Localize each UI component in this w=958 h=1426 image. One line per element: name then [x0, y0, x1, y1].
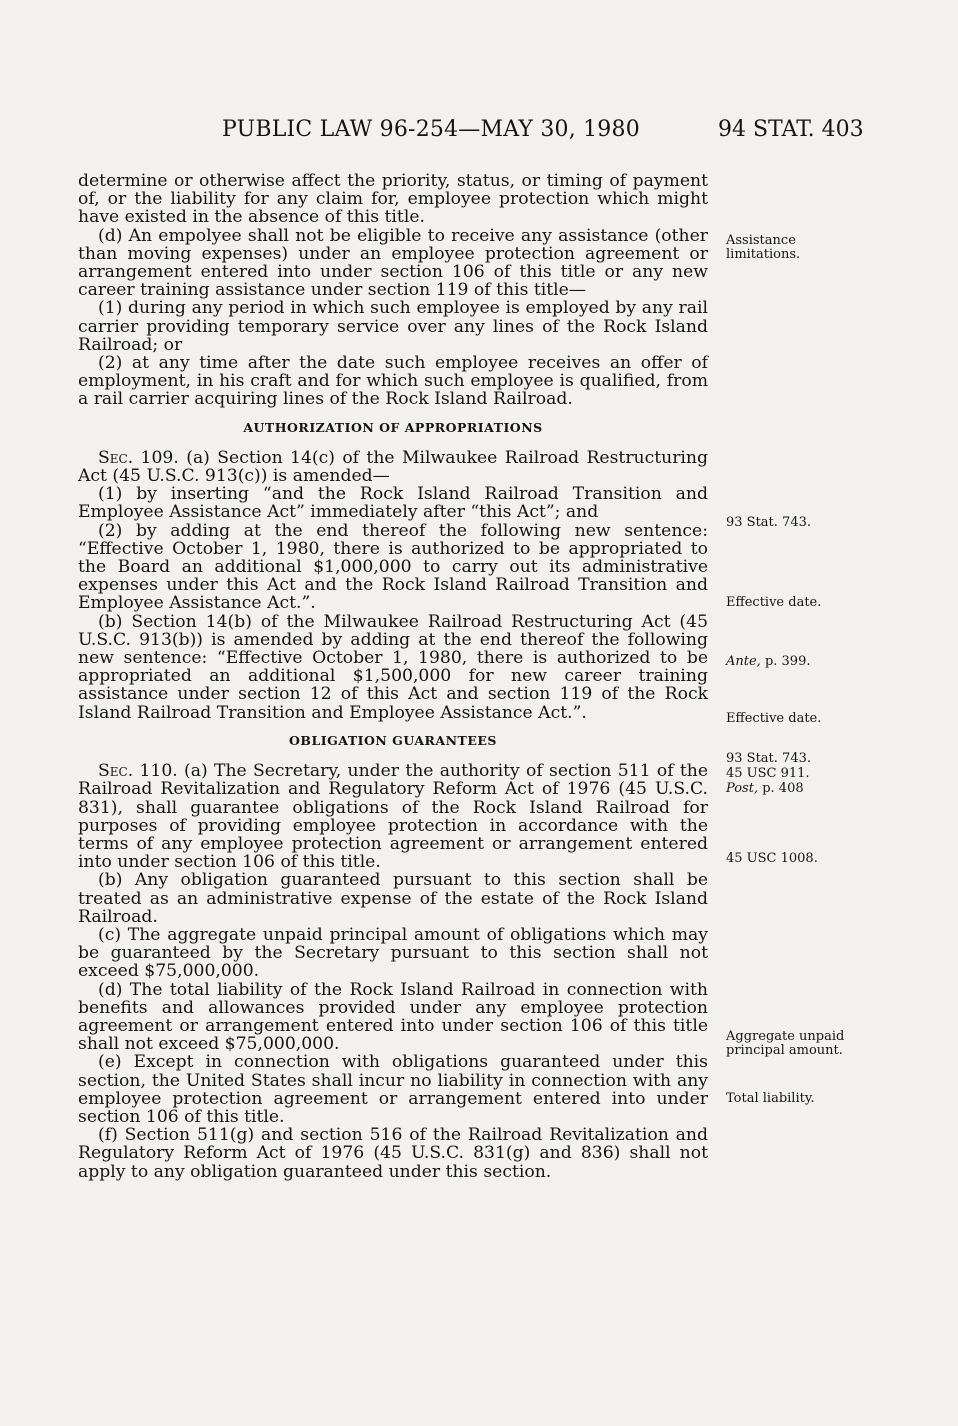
sec110-a: [78, 762, 708, 871]
margin-note-post-label: Post,: [726, 781, 759, 796]
sec110-c: (c) The aggregate unpaid principal amount of obligations which may be guaranteed by the Secretary pursuant to this section shall not exceed $75,000,000.: [78, 924, 708, 982]
sec110-f: (f) Section 511(g) and section 516 of the Railroad Revitalization and Regulatory Reform Act of 1976 (45 U.S.C. 831(g) and 836) shall not apply to any obligation guaranteed under this section.: [78, 1125, 708, 1182]
sec109-label: Sec. 109.: [98, 447, 179, 468]
sec109-a-2: (2) by adding at the end thereof the following new sentence: “Effective October 1, 1980, there is authorized to be appropriated to the Board an additional $1,000,000 to carry out its administrative expenses under this Act and the Rock Island Railroad Transition and Employee Assistance Act.”.: [78, 520, 708, 614]
sec110-b: (b) Any obligation guaranteed pursuant to this section shall be treated as an administrative expense of the estate of the Rock Island Railroad.: [78, 870, 708, 927]
margin-note-assistance: Assistance limitations.: [726, 233, 801, 262]
body-text: [78, 172, 708, 1181]
margin-note-effective-date-2: Effective date.: [726, 711, 822, 726]
paragraph-d-2: (2) at any time after the date such employee receives an offer of employment, in his craft and for which such employee is qualified, from a rail carrier acquiring lines of the Rock Island Railroad.: [78, 353, 708, 410]
paragraph-d-1: (1) during any period in which such employee is employed by any rail carrier providing temporary service over any lines of the Rock Island Railroad; or: [78, 298, 708, 355]
margin-note-post: [726, 782, 856, 796]
section-heading-guarantees: OBLIGATION GUARANTEES: [289, 732, 497, 748]
sec109-a-text: (a) Section 14(c) of the Milwaukee Railroad Restructuring Act (45 U.S.C. 913(c)) is amended—: [78, 447, 709, 487]
margin-note-45-usc-911: 45 USC 911.: [726, 766, 810, 781]
margin-note-93-stat-743-b: 93 Stat. 743.: [726, 751, 811, 766]
sec109-a: [78, 449, 708, 485]
section-heading-appropriations: AUTHORIZATION OF APPROPRIATIONS: [243, 419, 543, 435]
sec110-a-text: (a) The Secretary, under the authority of section 511 of the Railroad Revitalization and Regulatory Reform Act of 1976 (45 U.S.C. 831), shall guarantee obligations of the Rock Island Railroad for purposes of providing employee protection in accordance with the terms of any employee protection agreement or arrangement entered into under section 106 of this title.: [78, 761, 708, 873]
margin-note-total-liability: Total liability.: [726, 1091, 815, 1106]
page-header-stat: 94 STAT. 403: [718, 117, 864, 142]
sec110-label: Sec. 110.: [98, 761, 178, 782]
sec109-a-1: (1) by inserting “and the Rock Island Railroad Transition and Employee Assistance Act” immediately after “this Act”; and: [78, 484, 708, 523]
sec109-b: (b) Section 14(b) of the Milwaukee Railroad Restructuring Act (45 U.S.C. 913(b)) is amended by adding at the end thereof the following new sentence: “Effective October 1, 1980, there is authorized to be appropriated an additional $1,500,000 for new career training assistance under section 12 of this Act and section 119 of the Rock Island Railroad Transition and Employee Assistance Act.”.: [78, 611, 708, 723]
margin-note-post-page: p. 408: [758, 781, 804, 796]
sec110-e: (e) Except in connection with obligations guaranteed under this section, the United States shall incur no liability in connection with any employee protection agreement or arrangement entered into under section 106 of this title.: [78, 1052, 708, 1127]
paragraph-d: (d) An empolyee shall not be eligible to receive any assistance (other than moving expenses) under an employee protection agreement or arrangement entered into under section 106 of this title or any new career training assistance under section 119 of this title—: [78, 225, 708, 301]
margin-note-effective-date-1: Effective date.: [726, 595, 822, 610]
page-header-title: PUBLIC LAW 96-254—MAY 30, 1980: [222, 117, 640, 142]
margin-note-45-usc-1008: 45 USC 1008.: [726, 851, 818, 866]
sec110-d: (d) The total liability of the Rock Island Railroad in connection with benefits and allowances provided under any employee protection agreement or arrangement entered into under section 106 of this title shall not exceed $75,000,000.: [78, 979, 708, 1055]
margin-note-ante-page: p. 399.: [760, 654, 811, 669]
margin-note-93-stat-743: 93 Stat. 743.: [726, 515, 811, 530]
paragraph-continuation: determine or otherwise affect the priority, status, or timing of payment of, or the liability for any claim for, employee protection which might have existed in the absence of this title.: [78, 171, 708, 228]
margin-note-ante-label: Ante,: [726, 654, 761, 669]
margin-note-ante: [726, 655, 856, 669]
margin-note-aggregate: Aggregate unpaid principal amount.: [726, 1029, 845, 1058]
